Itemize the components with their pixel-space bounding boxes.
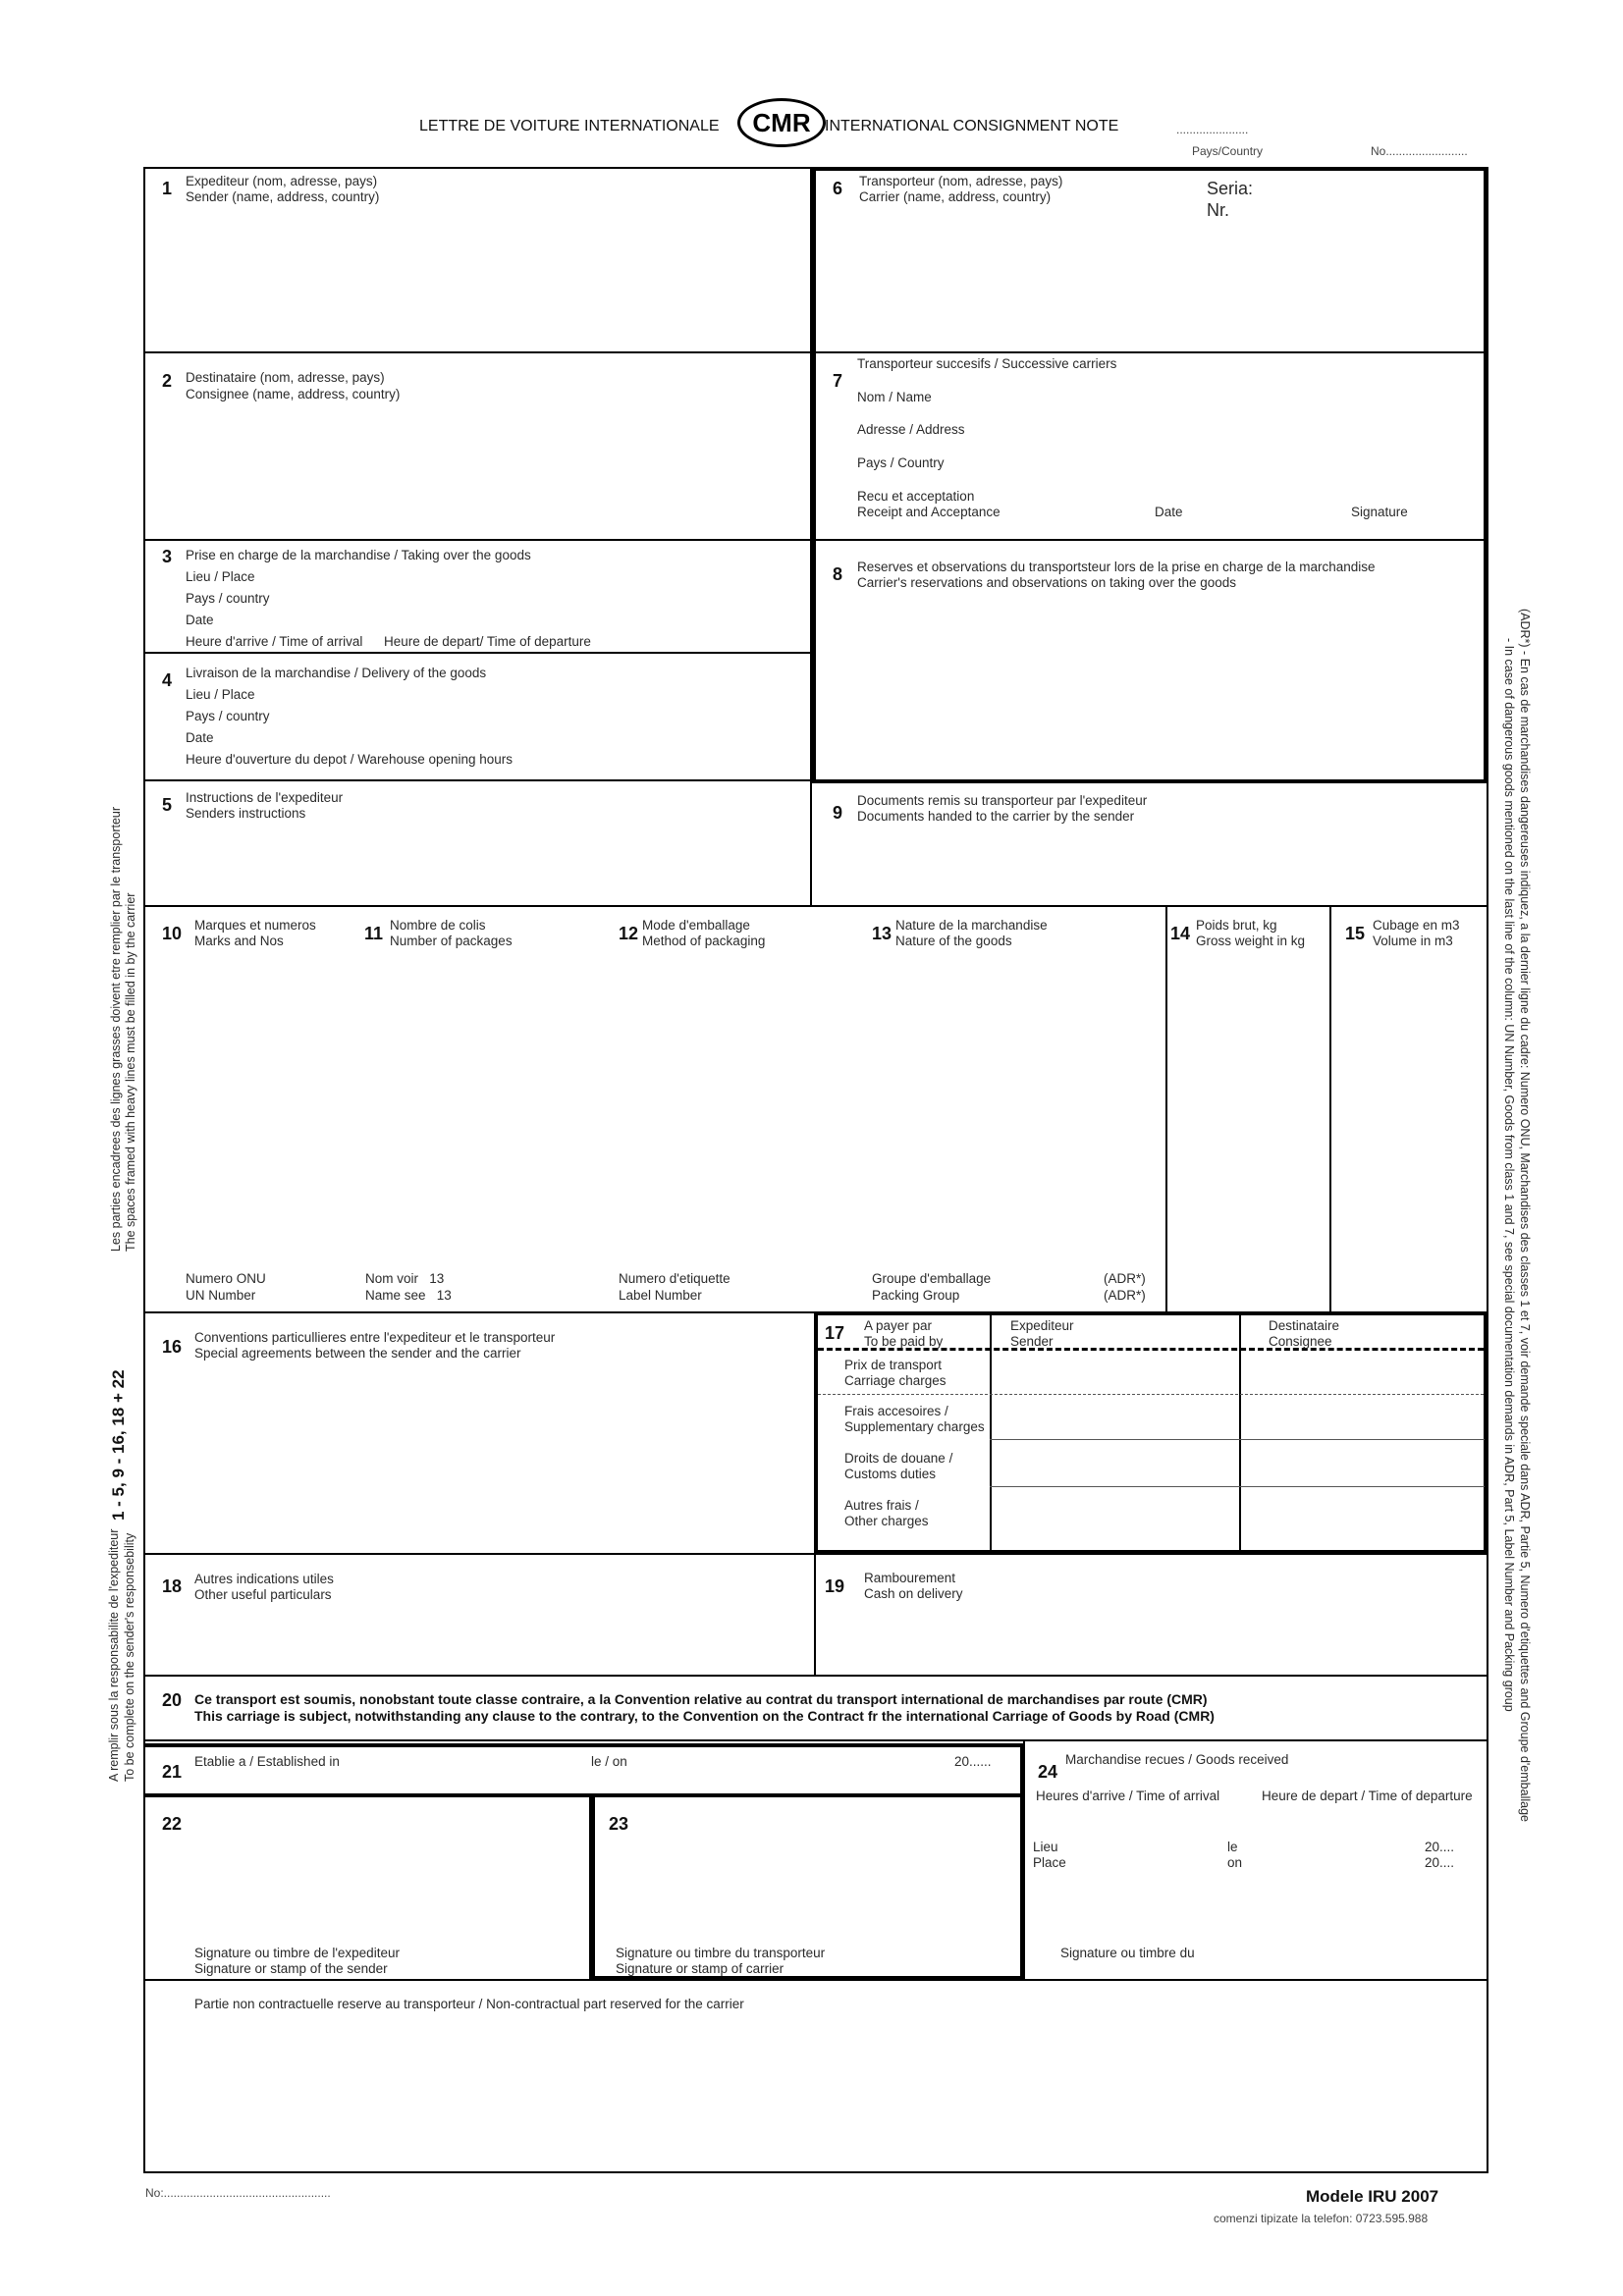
box-7-number: 7 [833, 371, 843, 391]
box-1-label-en: Sender (name, address, country) [186, 189, 380, 204]
box-24-lieu: Lieu [1033, 1840, 1058, 1854]
box-17-sender-en: Sender [1010, 1334, 1054, 1349]
sender-instructions-field[interactable] [147, 825, 807, 903]
footer-model: Modele IRU 2007 [1306, 2187, 1439, 2206]
box-19-number: 19 [825, 1576, 845, 1596]
box-3-country[interactable]: Pays / country [186, 591, 270, 606]
charges-row-4-en: Other charges [844, 1514, 929, 1528]
special-agreements-field[interactable] [147, 1366, 811, 1551]
charges-row-2-fr: Frais accesoires / [844, 1404, 948, 1418]
box-24-year-2[interactable]: 20.... [1425, 1855, 1455, 1870]
box-2-number: 2 [162, 371, 173, 391]
box-17-sender-fr: Expediteur [1010, 1318, 1074, 1333]
box-24-title: Marchandise recues / Goods received [1065, 1752, 1289, 1767]
hline-2-3 [143, 539, 1488, 541]
charges-row-2-en: Supplementary charges [844, 1419, 985, 1434]
box-14-label-en: Gross weight in kg [1196, 934, 1306, 948]
box-15-label-en: Volume in m3 [1373, 934, 1453, 948]
un-number-fr: Numero ONU [186, 1271, 266, 1286]
reserved-part-label: Partie non contractuelle reserve au transporteur / Non-contractual part reserved for the carrier [194, 1997, 744, 2011]
name-see-en: Name see 13 [365, 1288, 452, 1303]
box-21-established[interactable]: Etablie a / Established in [194, 1754, 340, 1769]
box-14-label-fr: Poids brut, kg [1196, 918, 1277, 933]
box-7-signature[interactable]: Signature [1351, 505, 1408, 519]
box17-frame-right [1484, 1311, 1488, 1555]
cmr-logo [737, 98, 826, 147]
box-9-label-en: Documents handed to the carrier by the sender [857, 809, 1135, 824]
consignee-field[interactable] [147, 407, 807, 537]
box-13-number: 13 [872, 924, 893, 943]
box-7-receipt-en: Receipt and Acceptance [857, 505, 1001, 519]
charges-row-1-en: Carriage charges [844, 1373, 947, 1388]
box-17-consignee-fr: Destinataire [1269, 1318, 1340, 1333]
box-11-number: 11 [364, 924, 384, 943]
box-9-number: 9 [833, 803, 843, 823]
charges-consignee-cell[interactable] [1242, 1353, 1483, 1549]
box21-frame-bottom [143, 1793, 1023, 1797]
box-4-country[interactable]: Pays / country [186, 709, 270, 723]
box-8-label-fr: Reserves et observations du transportsteur lors de la prise en charge de la marchandise [857, 560, 1376, 574]
box-7-date[interactable]: Date [1155, 505, 1183, 519]
carrier-signature-field[interactable] [597, 1838, 1019, 1942]
box-17-label-fr: A payer par [864, 1318, 933, 1333]
box-11-label-en: Number of packages [390, 934, 513, 948]
box-3-arrival[interactable]: Heure d'arrive / Time of arrival [186, 634, 363, 649]
footer-printer: comenzi tipizate la telefon: 0723.595.988 [1214, 2212, 1429, 2225]
box-15-label-fr: Cubage en m3 [1373, 918, 1460, 933]
outer-left-border [143, 167, 145, 2173]
box-4-number: 4 [162, 670, 173, 690]
box-24-arrival[interactable]: Heures d'arrive / Time of arrival [1036, 1789, 1220, 1803]
box-19-label-en: Cash on delivery [864, 1586, 963, 1601]
seria-label: Seria: [1207, 179, 1254, 198]
box-3-departure[interactable]: Heure de depart/ Time of departure [384, 634, 591, 649]
box-6-label-fr: Transporteur (nom, adresse, pays) [859, 174, 1063, 188]
col-divider-15 [1329, 905, 1331, 1312]
name-see-fr: Nom voir 13 [365, 1271, 445, 1286]
box-4-date[interactable]: Date [186, 730, 214, 745]
carrier-frame-top [812, 167, 1488, 171]
document-number[interactable]: No......................... [1371, 144, 1468, 158]
box-7-title: Transporteur succesifs / Successive carriers [857, 356, 1117, 371]
title-en: INTERNATIONAL CONSIGNMENT NOTE [825, 118, 1119, 134]
country-label: Pays/Country [1192, 144, 1264, 158]
box-3-place[interactable]: Lieu / Place [186, 569, 255, 584]
charges-row-3-fr: Droits de douane / [844, 1451, 953, 1466]
carrier-frame-bottom [812, 779, 1488, 783]
sender-signature-field[interactable] [147, 1838, 585, 1942]
box-22-label-en: Signature or stamp of the sender [194, 1961, 388, 1976]
country-dots[interactable]: ...................... [1176, 123, 1249, 136]
gross-weight-field[interactable] [1168, 957, 1327, 1306]
box-1-number: 1 [162, 179, 173, 198]
box17-frame-top [814, 1311, 1488, 1315]
box-20-text-en: This carriage is subject, notwithstanding any clause to the contrary, to the Convention on the Contract fr the international Carriage of Goods by Road (CMR) [194, 1708, 1215, 1724]
box-14-number: 14 [1170, 924, 1191, 943]
useful-particulars-field[interactable] [147, 1608, 811, 1673]
sender-field[interactable] [147, 211, 807, 348]
hline-3-4 [143, 652, 812, 654]
side-left-top-fr: Les parties encadrees des lignes grasses doivent etre remplier par le transporteur [109, 806, 123, 1252]
side-left-numbers: 1 - 5, 9 - 16, 18 + 22 [109, 1369, 128, 1521]
charges-sender-cell[interactable] [993, 1353, 1238, 1549]
cmr-logo-text: CMR [752, 108, 811, 137]
box-22-number: 22 [162, 1814, 183, 1834]
side-left-bottom-en: To be complete on the sender's responsebility [123, 1532, 136, 1782]
charges-row-1-fr: Prix de transport [844, 1358, 943, 1372]
carrier-frame-right [1484, 167, 1488, 783]
box-13-label-en: Nature of the goods [895, 934, 1012, 948]
box-16-label-en: Special agreements between the sender and the carrier [194, 1346, 521, 1361]
box-16-label-fr: Conventions particullieres entre l'expediteur et le transporteur [194, 1330, 556, 1345]
box-3-date[interactable]: Date [186, 613, 214, 627]
box-7-country[interactable]: Pays / Country [857, 455, 945, 470]
hline-5-10 [143, 905, 1488, 907]
box-24-number: 24 [1038, 1762, 1058, 1782]
label-number-en: Label Number [619, 1288, 702, 1303]
box-7-name[interactable]: Nom / Name [857, 390, 932, 404]
box-16-number: 16 [162, 1337, 183, 1357]
side-left-bottom-fr: A remplir sous la responsabilite de l'expediteur [107, 1528, 121, 1782]
packing-group-fr: Groupe d'emballage [872, 1271, 992, 1286]
box-3-title: Prise en charge de la marchandise / Taking over the goods [186, 548, 531, 562]
box-5-number: 5 [162, 795, 173, 815]
box-23-number: 23 [609, 1814, 629, 1834]
adr-note-1: (ADR*) [1104, 1271, 1146, 1286]
box-4-hours[interactable]: Heure d'ouverture du depot / Warehouse opening hours [186, 752, 514, 767]
col-divider-18-19 [814, 1555, 816, 1676]
box-8-number: 8 [833, 564, 843, 584]
label-number-fr: Numero d'etiquette [619, 1271, 730, 1286]
charges-row-3-en: Customs duties [844, 1467, 937, 1481]
box-24-place: Place [1033, 1855, 1066, 1870]
box-17-consignee-en: Consignee [1269, 1334, 1332, 1349]
hline-18-20 [143, 1675, 1488, 1677]
hline-1-2 [143, 351, 1488, 353]
box-11-label-fr: Nombre de colis [390, 918, 486, 933]
box21-frame-top [143, 1743, 1023, 1747]
reserved-part-field[interactable] [147, 2017, 1483, 2169]
box-12-label-en: Method of packaging [642, 934, 766, 948]
box-17-number: 17 [825, 1323, 845, 1343]
box-8-label-en: Carrier's reservations and observations on taking over the goods [857, 575, 1237, 590]
box-21-year[interactable]: 20...... [954, 1754, 992, 1769]
box-10-number: 10 [162, 924, 183, 943]
box-10-label-fr: Marques et numeros [194, 918, 316, 933]
box23-frame-left [591, 1797, 595, 1980]
box-21-on[interactable]: le / on [591, 1754, 627, 1769]
adr-note-2: (ADR*) [1104, 1288, 1146, 1303]
box-6-label-en: Carrier (name, address, country) [859, 189, 1052, 204]
box17-frame-bottom [814, 1550, 1488, 1555]
box-19-label-fr: Rambourement [864, 1571, 956, 1585]
footer-number[interactable]: No:................................................... [145, 2186, 331, 2200]
box-10-label-en: Marks and Nos [194, 934, 284, 948]
box-7-address[interactable]: Adresse / Address [857, 422, 965, 437]
outer-bottom-border [143, 2171, 1488, 2173]
box-7-receipt-fr: Recu et acceptation [857, 489, 975, 504]
box-18-label-en: Other useful particulars [194, 1587, 332, 1602]
box-24-year-1[interactable]: 20.... [1425, 1840, 1455, 1854]
volume-field[interactable] [1332, 957, 1482, 1306]
carrier-reservations-field[interactable] [818, 599, 1482, 777]
box-18-number: 18 [162, 1576, 183, 1596]
box-17-label-en: To be paid by [864, 1334, 944, 1349]
box-12-number: 12 [619, 924, 639, 943]
box-23-label-fr: Signature ou timbre du transporteur [616, 1946, 826, 1960]
box-23-label-en: Signature or stamp of carrier [616, 1961, 784, 1976]
nr-label: Nr. [1207, 200, 1230, 220]
box-15-number: 15 [1345, 924, 1366, 943]
carrier-frame-left [812, 167, 816, 783]
goods-field[interactable] [147, 957, 1164, 1266]
box-13-label-fr: Nature de la marchandise [895, 918, 1048, 933]
box-6-number: 6 [833, 179, 843, 198]
box-4-place[interactable]: Lieu / Place [186, 687, 255, 702]
hline-20-21 [143, 1739, 1488, 1741]
hline-4-5 [143, 779, 812, 781]
documents-field[interactable] [814, 829, 1484, 903]
box-5-label-en: Senders instructions [186, 806, 306, 821]
box-2-label-fr: Destinataire (nom, adresse, pays) [186, 370, 385, 385]
box-18-label-fr: Autres indications utiles [194, 1572, 334, 1586]
box-20-text-fr: Ce transport est soumis, nonobstant toute classe contraire, a la Convention relative au contrat du transport international de marchandises par route (CMR) [194, 1691, 1208, 1707]
box-24-signature[interactable]: Signature ou timbre du [1060, 1946, 1195, 1960]
packing-group-en: Packing Group [872, 1288, 960, 1303]
box-24-departure[interactable]: Heure de depart / Time of departure [1262, 1789, 1473, 1803]
carrier-field[interactable] [818, 226, 1482, 348]
box-4-title: Livraison de la marchandise / Delivery of the goods [186, 666, 487, 680]
box-1-label-fr: Expediteur (nom, adresse, pays) [186, 174, 378, 188]
box-22-label-fr: Signature ou timbre de l'expediteur [194, 1946, 400, 1960]
box-24-on: on [1227, 1855, 1243, 1870]
charges-row-4-fr: Autres frais / [844, 1498, 919, 1513]
side-left-top-en: The spaces framed with heavy lines must be filled in by the carrier [124, 892, 137, 1252]
un-number-en: UN Number [186, 1288, 256, 1303]
col-divider-14 [1165, 905, 1167, 1312]
cash-on-delivery-field[interactable] [818, 1608, 1482, 1673]
side-right-adr-note-2: - In case of dangerous goods mentioned on the last line of the column: UN Number, Goods from class 1 and 7, see special documentation demands in ADR, Part 5, Label Number and Packing group [1502, 638, 1516, 1712]
box-12-label-fr: Mode d'emballage [642, 918, 750, 933]
box-24-le: le [1227, 1840, 1238, 1854]
box-2-label-en: Consignee (name, address, country) [186, 387, 401, 401]
box-5-label-fr: Instructions de l'expediteur [186, 790, 344, 805]
side-right-adr-note-1: (ADR*) - En cas de marchandises dangereuses indiquez, a la dernier ligne du cadre: Numero ONU, Marchandises des classes 1 et 7, voir demande speciale dans ADR, Partie 5, Numero d'etiquettes and Groupe d'emballage [1518, 609, 1532, 1822]
box-3-number: 3 [162, 547, 173, 566]
box23-frame-right [1020, 1797, 1024, 1980]
box-9-label-fr: Documents remis su transporteur par l'expediteur [857, 793, 1148, 808]
box-20-number: 20 [162, 1690, 183, 1710]
box-21-number: 21 [162, 1762, 183, 1782]
title-fr: LETTRE DE VOITURE INTERNATIONALE [419, 118, 720, 134]
